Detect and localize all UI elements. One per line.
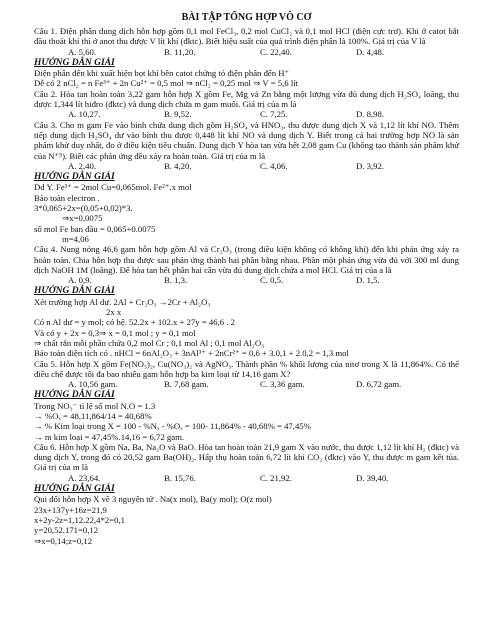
option-c: C. 7,25. (260, 109, 288, 120)
solution-line: Điện phân đến khi xuất hiện bọt khí bên catot chứng tỏ điện phân đến H⁺ (34, 68, 290, 79)
question-3-options (68, 161, 459, 171)
solution-heading: HƯỚNG DẪN GIẢI (34, 57, 115, 68)
solution-line: Dễ có 2 nCl₂ = n Fe³⁺ + 2n Cu²⁺ = 0,5 mol ⇒ nCl₂ = 0,25 mol ⇒ V = 5,6 lít (34, 78, 299, 89)
option-a: A. 0,9. (68, 275, 92, 286)
option-b: B. 4,20. (164, 160, 192, 171)
option-a: A. 10,56 gam. (68, 379, 118, 390)
solution-line: 23x+137y+16z=21,9 (34, 504, 107, 515)
question-4: Câu 4. Nung nóng 46,6 gam hỗn hợp gồm Al và Cr₂O₃ (trong điều kiện không có không khí) đến khi phản ứng xảy ra hoàn toàn. Chia hỗn hợp thu được sau phản ứng thành hai phần bằng nhau. Phần một phản ứng vừa đủ với 300 ml dung dịch NaOH 1M (loãng). Để hòa tan hết phần hai cần vừa đủ dung dịch chứa a mol HCl. Giá trị của a là (34, 244, 459, 275)
solution-heading: HƯỚNG DẪN GIẢI (34, 172, 115, 183)
solution-line: Xét trường hợp Al dư. 2Al + Cr₂O₃ →2Cr + Al₂O₃ (34, 296, 211, 307)
option-c: C. 21,92. (260, 472, 292, 483)
question-3: Câu 3. Cho m gam Fe vào bình chứa dung dịch gồm H₂SO₄ và HNO₃, thu được dung dịch X và 1,12 lít khí NO. Thêm tiếp dung dịch H₂SO₄ dư vào bình thu được 0,448 lít khí NO và dung dịch Y. Biết trong cả hai trường hợp NO là sản phẩm khử duy nhất, đo ở điều kiện tiêu chuẩn. Dung dịch Y hòa tan vừa hết 2,08 gam Cu (không tạo thành sản phẩm khử của N⁺⁵). Biết các phản ứng đều xảy ra hoàn toàn. Giá trị của m là (34, 119, 459, 161)
solution-line: Trong NO₃⁻ tỉ lệ số mol N.O = 1.3 (34, 400, 156, 411)
solution-line: x+2y-2z=1,12.22,4*2=0,1 (34, 514, 125, 525)
option-b: B. 9,52. (164, 109, 192, 120)
option-d: D. 8,98. (356, 109, 384, 120)
option-d: D. 1,5. (356, 275, 380, 286)
question-2: Câu 2. Hòa tan hoàn toàn 3,22 gam hỗn hợp X gồm Fe, Mg và Zn bằng một lượng vừa đủ dung dịch H₂SO₄ loãng, thu được 1,344 lít hiđro (đktc) và dung dịch chứa m gam muối. Giá trị của m là (34, 88, 459, 110)
question-1-options (68, 47, 459, 57)
solution-line: ⇒x=0,14;z=0,12 (34, 535, 93, 546)
solution-line: số mol Fe ban đầu = 0,065+0.0075 (34, 223, 156, 234)
option-a: A. 23,64. (68, 472, 101, 483)
option-d: D. 4,48. (356, 46, 384, 57)
solution-heading: HƯỚNG DẪN GIẢI (34, 484, 115, 495)
solution-line: → m kim loại = 47,45%.14,16 = 6,72 gam. (34, 431, 184, 442)
solution-line: Dd Y. Fe³⁺ = 2mol Cu=0,065mol. Fe²⁺.x mol (34, 182, 192, 193)
option-b: B. 7,68 gam. (164, 379, 209, 390)
option-c: C. 0,5. (260, 275, 284, 286)
option-c: C. 4,06. (260, 160, 288, 171)
solution-heading: HƯỚNG DẪN GIẢI (34, 390, 115, 401)
solution-line: → %Oₓ = 48,11,864/14 = 40,68% (34, 410, 152, 421)
option-d: D. 39,40. (356, 472, 389, 483)
option-d: D. 6,72 gam. (356, 379, 402, 390)
question-6: Câu 6. Hỗn hợp X gồm Na, Ba, Na₂O và BaO. Hòa tan hoàn toàn 21,9 gam X vào nước, thu được 1,12 lít khí H₂ (đktc) và dung dịch Y, trong đó có 20,52 gam Ba(OH)₂. Hấp thụ hoàn toàn 6,72 lít khí CO₂ (đktc) vào Y, thu được m gam kết tủa. Giá trị của m là (34, 441, 459, 473)
option-b: B. 11,20. (164, 46, 196, 57)
solution-line: Và có y + 2x = 0,3⇒ x = 0,1 mol ; y = 0,1 mol (34, 327, 196, 338)
question-1: Câu 1. Điện phân dung dịch hỗn hợp gồm 0,1 mol FeCl₃, 0,2 mol CuCl₂ và 0,1 mol HCl (điện cực trơ). Khi ở catot bắt đầu thoát khí thì ở anot thu được V lít khí (đktc). Biết hiệu suất của quá trình điện phân là 100%. Giá trị của V là (34, 26, 459, 47)
question-6-options (68, 473, 459, 483)
page-title: BÀI TẬP TỔNG HỢP VÔ CƠ (181, 12, 312, 23)
solution-heading: HƯỚNG DẪN GIẢI (34, 286, 115, 297)
question-4-options (68, 275, 459, 285)
question-5: Câu 5. Hỗn hợp X gồm Fe(NO₃)₂, Cu(NO₃)₂ và AgNO₃. Thành phần % khối lượng của nitơ trong X là 11,864%. Có thể điều chế được tối đa bao nhiêu gam hỗn hợp ba kim loại từ 14,16 gam X? (34, 358, 459, 379)
solution-line: 3*0,065+2x=(0,05+0,02)*3. (34, 203, 133, 214)
solution-line: ⇒x=0,0075 (62, 213, 103, 224)
solution-line: 2x x (106, 307, 122, 318)
option-a: A. 10,27. (68, 109, 101, 120)
option-c: C. 22,40. (260, 46, 292, 57)
question-5-options (68, 379, 459, 389)
option-b: B. 15,76. (164, 472, 196, 483)
solution-line: ⇒ chất rắn mỗi phần chứa 0,2 mol Cr ; 0,1 mol Al ; 0,1 mol Al₂O₃ (34, 337, 265, 348)
solution-line: Qui đổi hỗn hợp X về 3 nguyên tử . Na(x mol), Ba(y mol); O(z mol) (34, 494, 272, 505)
solution-line: → % Kim loại trong X = 100 - %Nₓ - %Oₓ = 100- 11,864% - 40,68% = 47,45% (34, 421, 311, 432)
solution-line: y=20,52.171=0,12 (34, 525, 99, 536)
option-a: A. 5,60. (68, 46, 96, 57)
solution-line: Có n Al dư = y mol; có hệ. 52.2x + 102.x + 27y = 46,6 . 2 (34, 317, 235, 328)
option-d: D. 3,92. (356, 160, 384, 171)
solution-line: m=4,06 (62, 233, 89, 244)
option-c: C. 3,36 gam. (260, 379, 305, 390)
option-b: B. 1,3. (164, 275, 188, 286)
solution-line: Bảo toàn điện tích có . nHCl = 6nAl₂O₃ + 3nAl³⁺ + 2nCr²⁺ = 0,6 + 3.0,1 + 2.0,2 = 1,3 mol (34, 348, 349, 359)
question-2-options (68, 109, 459, 119)
option-a: A. 2,40. (68, 160, 96, 171)
solution-line: Bảo toàn electron . (34, 192, 100, 203)
